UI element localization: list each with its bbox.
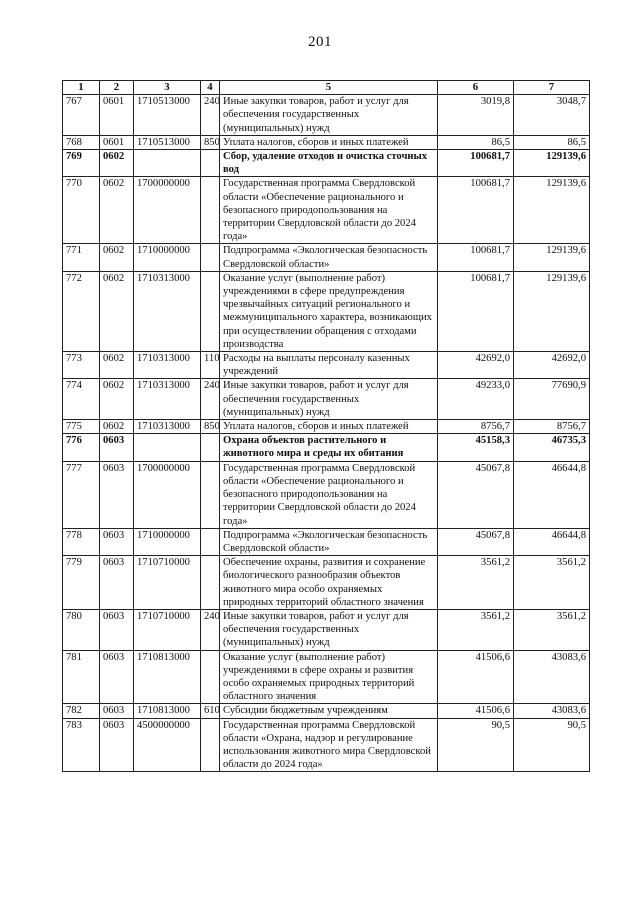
amount-year1-cell: 3019,8 xyxy=(438,95,514,136)
section-code-cell: 0603 xyxy=(100,461,134,528)
amount-year1-cell: 100681,7 xyxy=(438,177,514,244)
amount-year2-cell: 43083,6 xyxy=(514,650,590,704)
expense-name-cell: Подпрограмма «Экологическая безопасность Свердловской области» xyxy=(220,244,438,271)
table-row xyxy=(63,244,590,271)
section-code-cell: 0603 xyxy=(100,556,134,610)
expense-type-code-cell: 240 xyxy=(201,609,220,650)
amount-year1-cell: 45067,8 xyxy=(438,461,514,528)
section-code-cell: 0601 xyxy=(100,95,134,136)
table-row xyxy=(63,135,590,149)
target-article-code-cell: 1710000000 xyxy=(134,244,201,271)
amount-year1-cell: 3561,2 xyxy=(438,609,514,650)
target-article-code-cell: 1710813000 xyxy=(134,650,201,704)
column-header: 1 xyxy=(63,81,100,95)
amount-year1-cell: 8756,7 xyxy=(438,420,514,434)
amount-year2-cell: 129139,6 xyxy=(514,271,590,351)
row-number-cell: 781 xyxy=(63,650,100,704)
target-article-code-cell: 1710313000 xyxy=(134,271,201,351)
expense-type-code-cell xyxy=(201,434,220,461)
expense-name-cell: Уплата налогов, сборов и иных платежей xyxy=(220,135,438,149)
amount-year1-cell: 45158,3 xyxy=(438,434,514,461)
amount-year1-cell: 100681,7 xyxy=(438,244,514,271)
section-code-cell: 0601 xyxy=(100,135,134,149)
target-article-code-cell: 1710513000 xyxy=(134,95,201,136)
table-row xyxy=(63,704,590,718)
row-number-cell: 769 xyxy=(63,150,100,177)
section-code-cell: 0602 xyxy=(100,352,134,379)
expense-name-cell: Сбор, удаление отходов и очистка сточных вод xyxy=(220,150,438,177)
section-code-cell: 0603 xyxy=(100,609,134,650)
section-code-cell: 0603 xyxy=(100,650,134,704)
amount-year2-cell: 77690,9 xyxy=(514,379,590,420)
amount-year1-cell: 86,5 xyxy=(438,135,514,149)
amount-year2-cell: 46735,3 xyxy=(514,434,590,461)
row-number-cell: 771 xyxy=(63,244,100,271)
row-number-cell: 775 xyxy=(63,420,100,434)
expense-type-code-cell xyxy=(201,150,220,177)
section-code-cell: 0602 xyxy=(100,271,134,351)
amount-year2-cell: 46644,8 xyxy=(514,528,590,555)
expense-name-cell: Субсидии бюджетным учреждениям xyxy=(220,704,438,718)
target-article-code-cell: 1710710000 xyxy=(134,556,201,610)
expense-name-cell: Охрана объектов растительного и животного мира и среды их обитания xyxy=(220,434,438,461)
expense-type-code-cell xyxy=(201,556,220,610)
expense-type-code-cell: 610 xyxy=(201,704,220,718)
target-article-code-cell: 1710313000 xyxy=(134,352,201,379)
target-article-code-cell xyxy=(134,150,201,177)
amount-year1-cell: 3561,2 xyxy=(438,556,514,610)
expense-name-cell: Иные закупки товаров, работ и услуг для обеспечения государственных (муниципальных) нужд xyxy=(220,379,438,420)
expense-type-code-cell: 850 xyxy=(201,135,220,149)
table-body xyxy=(63,95,590,772)
amount-year2-cell: 86,5 xyxy=(514,135,590,149)
expense-type-code-cell: 850 xyxy=(201,420,220,434)
amount-year1-cell: 41506,6 xyxy=(438,650,514,704)
table-row xyxy=(63,352,590,379)
expense-name-cell: Государственная программа Свердловской области «Обеспечение рационального и безопасного природопользования на территории Свердловской области до 2024 года» xyxy=(220,177,438,244)
target-article-code-cell: 1710000000 xyxy=(134,528,201,555)
row-number-cell: 779 xyxy=(63,556,100,610)
column-header: 2 xyxy=(100,81,134,95)
expense-name-cell: Государственная программа Свердловской области «Охрана, надзор и регулирование использования животного мира Свердловской области до 2024 года» xyxy=(220,718,438,772)
table-header-row xyxy=(63,81,590,95)
expense-name-cell: Подпрограмма «Экологическая безопасность Свердловской области» xyxy=(220,528,438,555)
amount-year1-cell: 100681,7 xyxy=(438,271,514,351)
table-row xyxy=(63,718,590,772)
expense-type-code-cell xyxy=(201,177,220,244)
expense-type-code-cell: 240 xyxy=(201,95,220,136)
amount-year2-cell: 43083,6 xyxy=(514,704,590,718)
target-article-code-cell: 1710813000 xyxy=(134,704,201,718)
table-row xyxy=(63,420,590,434)
table-row xyxy=(63,609,590,650)
table-row xyxy=(63,556,590,610)
row-number-cell: 772 xyxy=(63,271,100,351)
column-header: 5 xyxy=(220,81,438,95)
amount-year2-cell: 8756,7 xyxy=(514,420,590,434)
row-number-cell: 774 xyxy=(63,379,100,420)
target-article-code-cell: 1700000000 xyxy=(134,177,201,244)
table-row xyxy=(63,95,590,136)
expense-type-code-cell xyxy=(201,244,220,271)
table-row xyxy=(63,528,590,555)
expense-type-code-cell xyxy=(201,718,220,772)
section-code-cell: 0602 xyxy=(100,420,134,434)
target-article-code-cell: 4500000000 xyxy=(134,718,201,772)
amount-year2-cell: 3561,2 xyxy=(514,609,590,650)
expense-type-code-cell xyxy=(201,461,220,528)
page-number: 201 xyxy=(308,34,332,50)
row-number-cell: 777 xyxy=(63,461,100,528)
expense-type-code-cell: 240 xyxy=(201,379,220,420)
amount-year2-cell: 46644,8 xyxy=(514,461,590,528)
amount-year1-cell: 90,5 xyxy=(438,718,514,772)
table-row xyxy=(63,379,590,420)
row-number-cell: 782 xyxy=(63,704,100,718)
expense-type-code-cell xyxy=(201,650,220,704)
amount-year2-cell: 129139,6 xyxy=(514,150,590,177)
table-row xyxy=(63,271,590,351)
expense-type-code-cell xyxy=(201,528,220,555)
row-number-cell: 767 xyxy=(63,95,100,136)
column-header: 3 xyxy=(134,81,201,95)
column-header: 4 xyxy=(201,81,220,95)
expense-name-cell: Иные закупки товаров, работ и услуг для обеспечения государственных (муниципальных) нужд xyxy=(220,609,438,650)
amount-year1-cell: 42692,0 xyxy=(438,352,514,379)
expense-name-cell: Государственная программа Свердловской области «Обеспечение рационального и безопасного природопользования на территории Свердловской области до 2024 года» xyxy=(220,461,438,528)
row-number-cell: 773 xyxy=(63,352,100,379)
section-code-cell: 0602 xyxy=(100,379,134,420)
amount-year2-cell: 42692,0 xyxy=(514,352,590,379)
expense-type-code-cell: 110 xyxy=(201,352,220,379)
section-code-cell: 0602 xyxy=(100,244,134,271)
target-article-code-cell: 1710710000 xyxy=(134,609,201,650)
target-article-code-cell xyxy=(134,434,201,461)
row-number-cell: 776 xyxy=(63,434,100,461)
section-code-cell: 0602 xyxy=(100,150,134,177)
table-row xyxy=(63,150,590,177)
budget-table xyxy=(62,80,590,772)
expense-name-cell: Уплата налогов, сборов и иных платежей xyxy=(220,420,438,434)
expense-name-cell: Обеспечение охраны, развития и сохранение биологического разнообразия объектов животного мира особо охраняемых природных территорий областного значения xyxy=(220,556,438,610)
section-code-cell: 0603 xyxy=(100,704,134,718)
table-row xyxy=(63,650,590,704)
amount-year1-cell: 45067,8 xyxy=(438,528,514,555)
expense-name-cell: Иные закупки товаров, работ и услуг для обеспечения государственных (муниципальных) нужд xyxy=(220,95,438,136)
row-number-cell: 780 xyxy=(63,609,100,650)
expense-name-cell: Оказание услуг (выполнение работ) учреждениями в сфере охраны и развития особо охраняемых природных территорий областного значения xyxy=(220,650,438,704)
target-article-code-cell: 1700000000 xyxy=(134,461,201,528)
amount-year2-cell: 3561,2 xyxy=(514,556,590,610)
target-article-code-cell: 1710313000 xyxy=(134,420,201,434)
table-row xyxy=(63,461,590,528)
amount-year2-cell: 129139,6 xyxy=(514,177,590,244)
section-code-cell: 0603 xyxy=(100,434,134,461)
expense-name-cell: Расходы на выплаты персоналу казенных учреждений xyxy=(220,352,438,379)
expense-name-cell: Оказание услуг (выполнение работ) учреждениями в сфере предупреждения чрезвычайных ситуаций регионального и межмуниципального характера, возникающих при осуществлении обращения с отходами производства xyxy=(220,271,438,351)
amount-year2-cell: 90,5 xyxy=(514,718,590,772)
column-header: 7 xyxy=(514,81,590,95)
amount-year1-cell: 100681,7 xyxy=(438,150,514,177)
column-header: 6 xyxy=(438,81,514,95)
amount-year2-cell: 3048,7 xyxy=(514,95,590,136)
section-code-cell: 0603 xyxy=(100,528,134,555)
target-article-code-cell: 1710313000 xyxy=(134,379,201,420)
amount-year1-cell: 49233,0 xyxy=(438,379,514,420)
row-number-cell: 778 xyxy=(63,528,100,555)
amount-year1-cell: 41506,6 xyxy=(438,704,514,718)
section-code-cell: 0603 xyxy=(100,718,134,772)
row-number-cell: 768 xyxy=(63,135,100,149)
expense-type-code-cell xyxy=(201,271,220,351)
section-code-cell: 0602 xyxy=(100,177,134,244)
table-row xyxy=(63,434,590,461)
row-number-cell: 783 xyxy=(63,718,100,772)
amount-year2-cell: 129139,6 xyxy=(514,244,590,271)
table-row xyxy=(63,177,590,244)
row-number-cell: 770 xyxy=(63,177,100,244)
target-article-code-cell: 1710513000 xyxy=(134,135,201,149)
